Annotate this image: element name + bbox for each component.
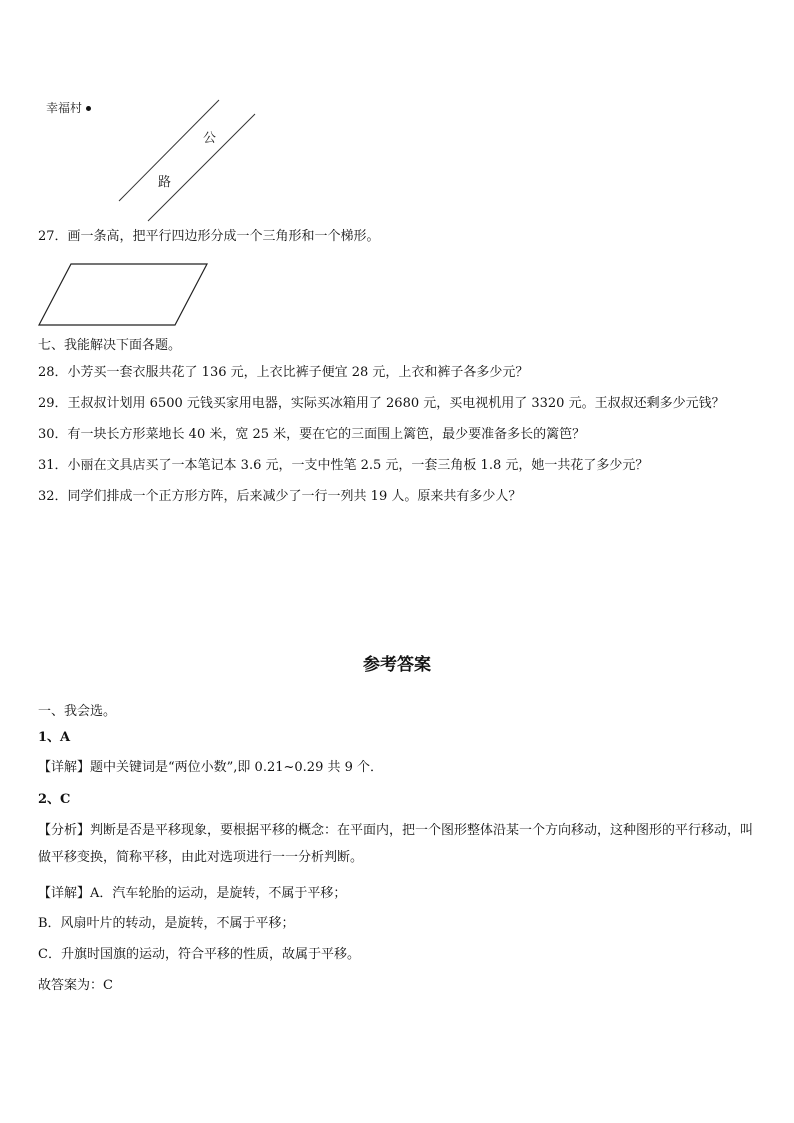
answers-title: 参考答案 <box>363 655 431 675</box>
answer-2-analysis: 【分析】判断是否是平移现象，要根据平移的概念：在平面内，把一个图形整体沿某一个方向移动，这种图形的平行移动，叫做平移变换，简称平移，由此对选项进行一一分析判断。 <box>38 823 754 865</box>
answer-1: 1、A <box>38 730 71 745</box>
answer-2: 2、C <box>38 792 71 807</box>
question-29: 29．王叔叔计划用 6500 元钱买家用电器，实际买冰箱用了 2680 元，买电视机用了 3320 元。王叔叔还剩多少元钱？ <box>38 396 725 411</box>
road-edge-right <box>148 114 255 221</box>
parallelogram <box>39 264 207 325</box>
answers-section-1: 一、我会选。 <box>38 704 117 719</box>
question-32: 32．同学们排成一个正方形方阵，后来减少了一行一列共 19 人。原来共有多少人？ <box>38 489 522 504</box>
answer-2-detail-c: C．升旗时国旗的运动，符合平移的性质，故属于平移。 <box>38 947 360 962</box>
road-figure <box>112 96 262 226</box>
answer-1-detail: 【详解】题中关键词是“两位小数”,即 0.21~0.29 共 9 个． <box>38 760 384 775</box>
question-31: 31．小丽在文具店买了一本笔记本 3.6 元，一支中性笔 2.5 元，一套三角板 1.8 元，她一共花了多少元？ <box>38 458 649 473</box>
question-30: 30．有一块长方形菜地长 40 米，宽 25 米，要在它的三面围上篱笆，最少要准备多长的篱笆？ <box>38 427 586 442</box>
answer-2-detail-a: 【详解】A．汽车轮胎的运动，是旋转，不属于平移； <box>38 886 347 901</box>
road-char-gong: 公 <box>203 131 217 146</box>
village-dot-icon <box>86 106 91 111</box>
section-7-heading: 七、我能解决下面各题。 <box>38 338 182 353</box>
road-char-lu: 路 <box>158 175 172 190</box>
question-27: 27．画一条高，把平行四边形分成一个三角形和一个梯形。 <box>38 229 380 244</box>
question-28: 28．小芳买一套衣服共花了 136 元，上衣比裤子便宜 28 元，上衣和裤子各多少元？ <box>38 365 529 380</box>
answer-2-detail-b: B．风扇叶片的转动，是旋转，不属于平移； <box>38 916 295 931</box>
parallelogram-figure <box>36 262 212 328</box>
answer-2-conclusion: 故答案为：C <box>38 978 113 993</box>
village-label <box>46 99 91 116</box>
village-name: 幸福村 <box>46 101 83 115</box>
